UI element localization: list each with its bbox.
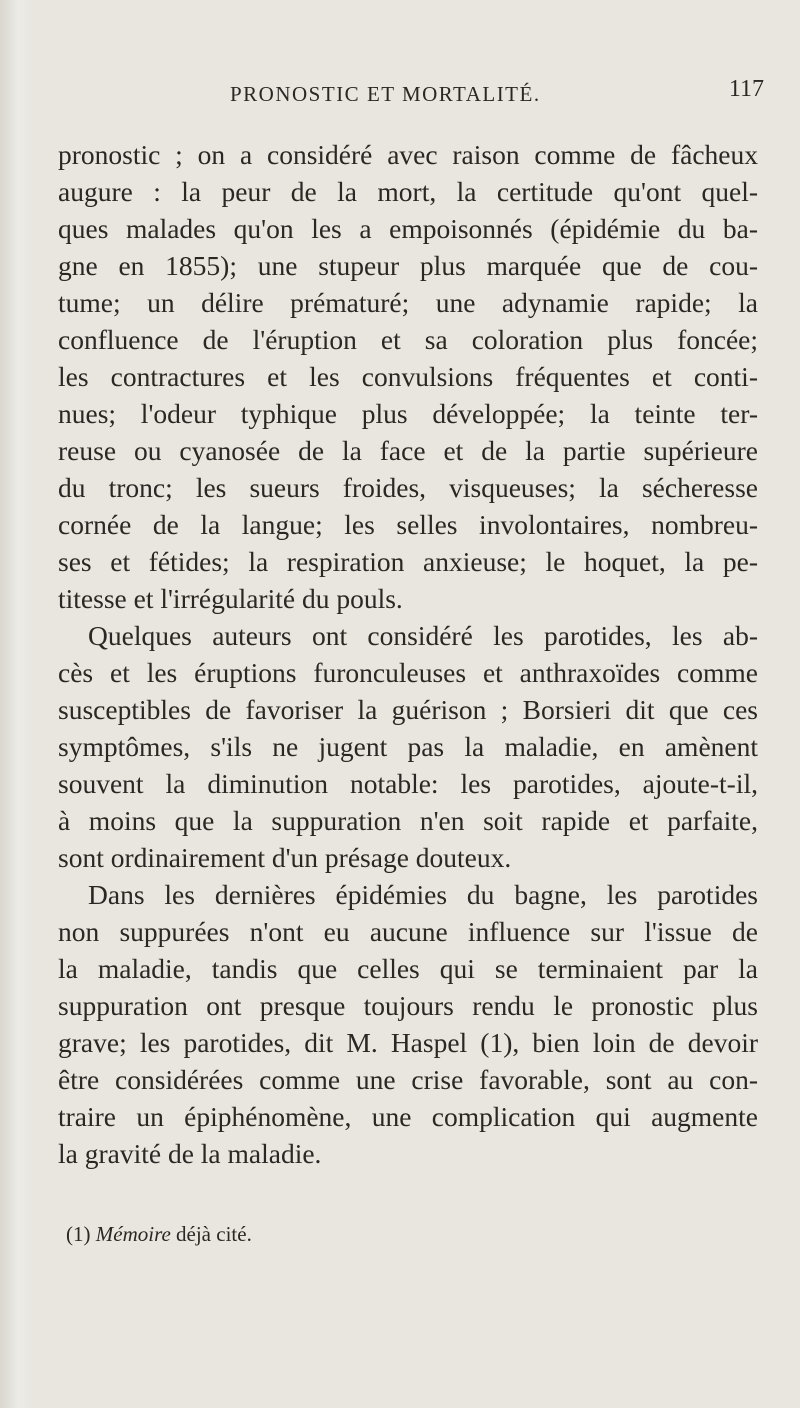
text-line: cès et les éruptions furonculeuses et anthraxoïdes comme bbox=[58, 657, 758, 688]
text-line: titesse et l'irrégularité du pouls. bbox=[58, 583, 403, 614]
text-line: augure : la peur de la mort, la certitude qu'ont quel- bbox=[58, 176, 758, 207]
text-line: grave; les parotides, dit M. Haspel (1), bien loin de devoir bbox=[58, 1027, 758, 1058]
text-line: nues; l'odeur typhique plus développée; la teinte ter- bbox=[58, 398, 758, 429]
footnote-text: déjà cité. bbox=[176, 1222, 252, 1246]
text-line: cornée de la langue; les selles involontaires, nombreu- bbox=[58, 509, 758, 540]
running-head-title: PRONOSTIC ET MORTALITÉ. bbox=[230, 82, 541, 106]
text-line: gne en 1855); une stupeur plus marquée que de cou- bbox=[58, 250, 758, 281]
text-line: la gravité de la maladie. bbox=[58, 1138, 322, 1169]
text-line: traire un épiphénomène, une complication qui augmente bbox=[58, 1101, 758, 1132]
footnote-mark: (1) bbox=[66, 1222, 91, 1246]
body-text bbox=[58, 136, 758, 1172]
text-line: Quelques auteurs ont considéré les parotides, les ab- bbox=[88, 620, 758, 651]
book-page bbox=[58, 76, 764, 1248]
text-line: susceptibles de favoriser la guérison ; Borsieri dit que ces bbox=[58, 694, 758, 725]
footnote-title: Mémoire bbox=[95, 1222, 171, 1246]
text-line: les contractures et les convulsions fréquentes et conti- bbox=[58, 361, 758, 392]
text-line: pronostic ; on a considéré avec raison comme de fâcheux bbox=[58, 139, 758, 170]
text-line: ses et fétides; la respiration anxieuse; le hoquet, la pe- bbox=[58, 546, 758, 577]
text-line: souvent la diminution notable: les parotides, ajoute-t-il, bbox=[58, 768, 758, 799]
page-number: 117 bbox=[728, 76, 764, 102]
page-binding-shadow bbox=[0, 0, 34, 1408]
text-line: ques malades qu'on les a empoisonnés (épidémie du ba- bbox=[58, 213, 758, 244]
text-line: être considérées comme une crise favorable, sont au con- bbox=[58, 1064, 758, 1095]
text-line: Dans les dernières épidémies du bagne, les parotides bbox=[88, 879, 758, 910]
text-line: symptômes, s'ils ne jugent pas la maladie, en amènent bbox=[58, 731, 758, 762]
text-line: tume; un délire prématuré; une adynamie rapide; la bbox=[58, 287, 758, 318]
text-line: confluence de l'éruption et sa coloration plus foncée; bbox=[58, 324, 758, 355]
text-line: suppuration ont presque toujours rendu le pronostic plus bbox=[58, 990, 758, 1021]
text-line: la maladie, tandis que celles qui se terminaient par la bbox=[58, 953, 758, 984]
text-line: non suppurées n'ont eu aucune influence sur l'issue de bbox=[58, 916, 758, 947]
text-line: reuse ou cyanosée de la face et de la partie supérieure bbox=[58, 435, 758, 466]
footnote bbox=[58, 1220, 758, 1248]
running-head bbox=[58, 76, 764, 124]
text-line: sont ordinairement d'un présage douteux. bbox=[58, 842, 512, 873]
text-line: à moins que la suppuration n'en soit rapide et parfaite, bbox=[58, 805, 758, 836]
text-line: du tronc; les sueurs froides, visqueuses; la sécheresse bbox=[58, 472, 758, 503]
